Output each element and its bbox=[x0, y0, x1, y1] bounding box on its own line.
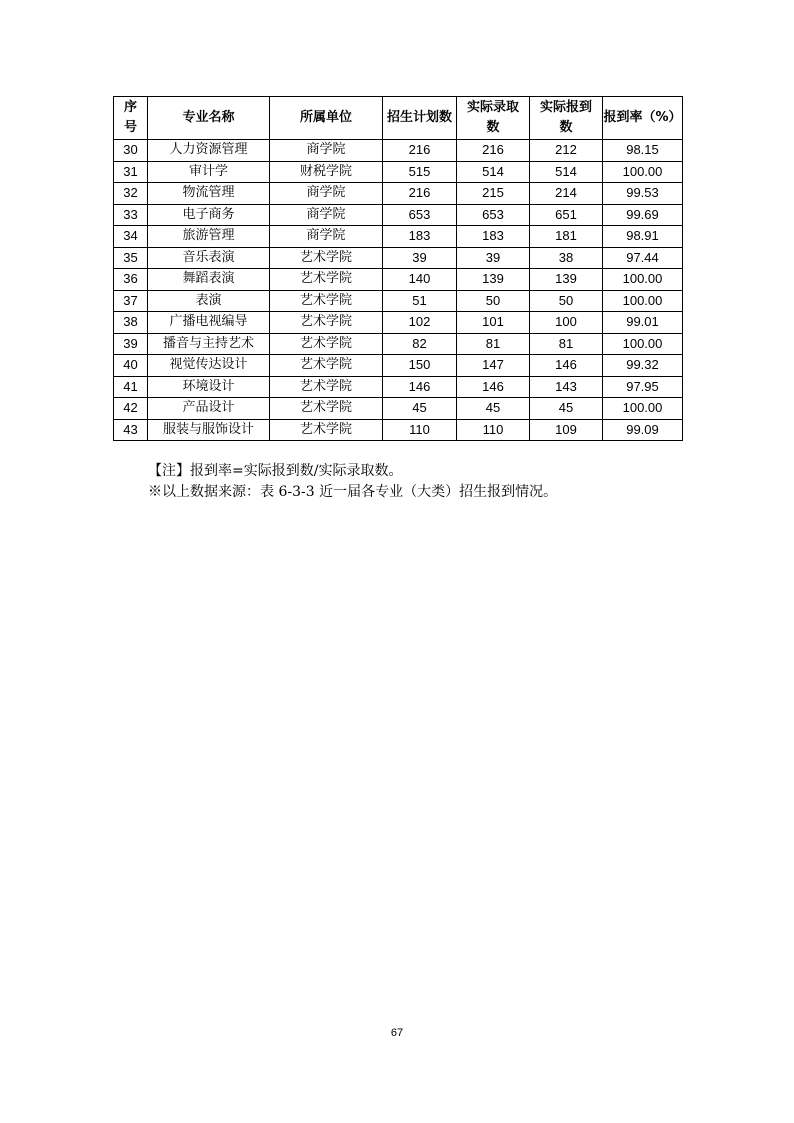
cell-index: 43 bbox=[114, 419, 148, 441]
cell-plan: 102 bbox=[383, 312, 457, 334]
cell-enrolled: 38 bbox=[530, 247, 603, 269]
cell-plan: 150 bbox=[383, 355, 457, 377]
page-number: 67 bbox=[390, 1027, 404, 1039]
cell-rate: 97.44 bbox=[603, 247, 683, 269]
cell-index: 42 bbox=[114, 398, 148, 420]
cell-major: 表演 bbox=[148, 290, 270, 312]
cell-index: 31 bbox=[114, 161, 148, 183]
cell-admitted: 50 bbox=[457, 290, 530, 312]
cell-enrolled: 100 bbox=[530, 312, 603, 334]
cell-rate: 98.91 bbox=[603, 226, 683, 248]
cell-admitted: 514 bbox=[457, 161, 530, 183]
cell-unit: 商学院 bbox=[270, 140, 383, 162]
cell-admitted: 139 bbox=[457, 269, 530, 291]
cell-plan: 45 bbox=[383, 398, 457, 420]
cell-index: 37 bbox=[114, 290, 148, 312]
table-row bbox=[114, 140, 683, 162]
cell-admitted: 216 bbox=[457, 140, 530, 162]
header-admitted: 实际录取数 bbox=[457, 97, 530, 140]
cell-index: 39 bbox=[114, 333, 148, 355]
cell-index: 40 bbox=[114, 355, 148, 377]
table-row bbox=[114, 419, 683, 441]
cell-enrolled: 181 bbox=[530, 226, 603, 248]
cell-unit: 艺术学院 bbox=[270, 398, 383, 420]
rate-definition-note: 【注】报到率=实际报到数/实际录取数。 bbox=[148, 463, 403, 479]
cell-admitted: 45 bbox=[457, 398, 530, 420]
cell-enrolled: 50 bbox=[530, 290, 603, 312]
cell-enrolled: 109 bbox=[530, 419, 603, 441]
table-row bbox=[114, 355, 683, 377]
cell-rate: 99.01 bbox=[603, 312, 683, 334]
cell-unit: 艺术学院 bbox=[270, 269, 383, 291]
table-row bbox=[114, 161, 683, 183]
cell-major: 舞蹈表演 bbox=[148, 269, 270, 291]
cell-plan: 216 bbox=[383, 140, 457, 162]
cell-plan: 39 bbox=[383, 247, 457, 269]
cell-admitted: 146 bbox=[457, 376, 530, 398]
cell-index: 35 bbox=[114, 247, 148, 269]
cell-admitted: 183 bbox=[457, 226, 530, 248]
cell-admitted: 147 bbox=[457, 355, 530, 377]
table-row bbox=[114, 333, 683, 355]
cell-enrolled: 651 bbox=[530, 204, 603, 226]
cell-admitted: 39 bbox=[457, 247, 530, 269]
cell-unit: 艺术学院 bbox=[270, 419, 383, 441]
cell-admitted: 110 bbox=[457, 419, 530, 441]
cell-admitted: 653 bbox=[457, 204, 530, 226]
cell-unit: 艺术学院 bbox=[270, 355, 383, 377]
cell-index: 34 bbox=[114, 226, 148, 248]
cell-major: 审计学 bbox=[148, 161, 270, 183]
header-row bbox=[114, 97, 683, 140]
cell-rate: 100.00 bbox=[603, 161, 683, 183]
cell-plan: 146 bbox=[383, 376, 457, 398]
cell-major: 物流管理 bbox=[148, 183, 270, 205]
header-plan: 招生计划数 bbox=[383, 97, 457, 140]
cell-index: 38 bbox=[114, 312, 148, 334]
table-row bbox=[114, 204, 683, 226]
cell-rate: 100.00 bbox=[603, 333, 683, 355]
cell-index: 30 bbox=[114, 140, 148, 162]
cell-index: 32 bbox=[114, 183, 148, 205]
cell-enrolled: 143 bbox=[530, 376, 603, 398]
cell-admitted: 81 bbox=[457, 333, 530, 355]
table-row bbox=[114, 226, 683, 248]
cell-unit: 艺术学院 bbox=[270, 290, 383, 312]
cell-plan: 515 bbox=[383, 161, 457, 183]
cell-enrolled: 45 bbox=[530, 398, 603, 420]
cell-index: 33 bbox=[114, 204, 148, 226]
cell-major: 人力资源管理 bbox=[148, 140, 270, 162]
cell-rate: 97.95 bbox=[603, 376, 683, 398]
cell-unit: 商学院 bbox=[270, 204, 383, 226]
cell-rate: 98.15 bbox=[603, 140, 683, 162]
cell-unit: 艺术学院 bbox=[270, 333, 383, 355]
cell-enrolled: 214 bbox=[530, 183, 603, 205]
cell-index: 41 bbox=[114, 376, 148, 398]
cell-rate: 99.32 bbox=[603, 355, 683, 377]
cell-rate: 100.00 bbox=[603, 398, 683, 420]
cell-unit: 财税学院 bbox=[270, 161, 383, 183]
cell-unit: 商学院 bbox=[270, 183, 383, 205]
cell-enrolled: 514 bbox=[530, 161, 603, 183]
table-row bbox=[114, 312, 683, 334]
cell-admitted: 215 bbox=[457, 183, 530, 205]
cell-major: 旅游管理 bbox=[148, 226, 270, 248]
table-row bbox=[114, 247, 683, 269]
table-row bbox=[114, 398, 683, 420]
cell-rate: 100.00 bbox=[603, 269, 683, 291]
data-source-note: ※以上数据来源：表 6-3-3 近一届各专业（大类）招生报到情况。 bbox=[148, 484, 558, 500]
cell-major: 广播电视编导 bbox=[148, 312, 270, 334]
header-index: 序号 bbox=[114, 97, 148, 140]
cell-unit: 艺术学院 bbox=[270, 376, 383, 398]
header-enrolled: 实际报到数 bbox=[530, 97, 603, 140]
cell-major: 播音与主持艺术 bbox=[148, 333, 270, 355]
cell-major: 产品设计 bbox=[148, 398, 270, 420]
header-major: 专业名称 bbox=[148, 97, 270, 140]
cell-enrolled: 81 bbox=[530, 333, 603, 355]
cell-enrolled: 212 bbox=[530, 140, 603, 162]
cell-unit: 艺术学院 bbox=[270, 312, 383, 334]
header-unit: 所属单位 bbox=[270, 97, 383, 140]
table-row bbox=[114, 183, 683, 205]
cell-plan: 183 bbox=[383, 226, 457, 248]
cell-rate: 99.53 bbox=[603, 183, 683, 205]
table-body bbox=[114, 140, 683, 441]
header-rate: 报到率（%） bbox=[603, 97, 683, 140]
table-row bbox=[114, 269, 683, 291]
cell-rate: 99.69 bbox=[603, 204, 683, 226]
cell-admitted: 101 bbox=[457, 312, 530, 334]
table-header bbox=[114, 97, 683, 140]
cell-major: 服装与服饰设计 bbox=[148, 419, 270, 441]
table-row bbox=[114, 376, 683, 398]
cell-unit: 艺术学院 bbox=[270, 247, 383, 269]
cell-major: 音乐表演 bbox=[148, 247, 270, 269]
cell-enrolled: 146 bbox=[530, 355, 603, 377]
cell-plan: 216 bbox=[383, 183, 457, 205]
cell-enrolled: 139 bbox=[530, 269, 603, 291]
cell-major: 视觉传达设计 bbox=[148, 355, 270, 377]
cell-unit: 商学院 bbox=[270, 226, 383, 248]
cell-plan: 51 bbox=[383, 290, 457, 312]
cell-plan: 653 bbox=[383, 204, 457, 226]
cell-major: 电子商务 bbox=[148, 204, 270, 226]
table-row bbox=[114, 290, 683, 312]
cell-plan: 110 bbox=[383, 419, 457, 441]
cell-index: 36 bbox=[114, 269, 148, 291]
cell-plan: 82 bbox=[383, 333, 457, 355]
cell-plan: 140 bbox=[383, 269, 457, 291]
cell-major: 环境设计 bbox=[148, 376, 270, 398]
cell-rate: 100.00 bbox=[603, 290, 683, 312]
cell-rate: 99.09 bbox=[603, 419, 683, 441]
enrollment-table bbox=[113, 96, 683, 441]
